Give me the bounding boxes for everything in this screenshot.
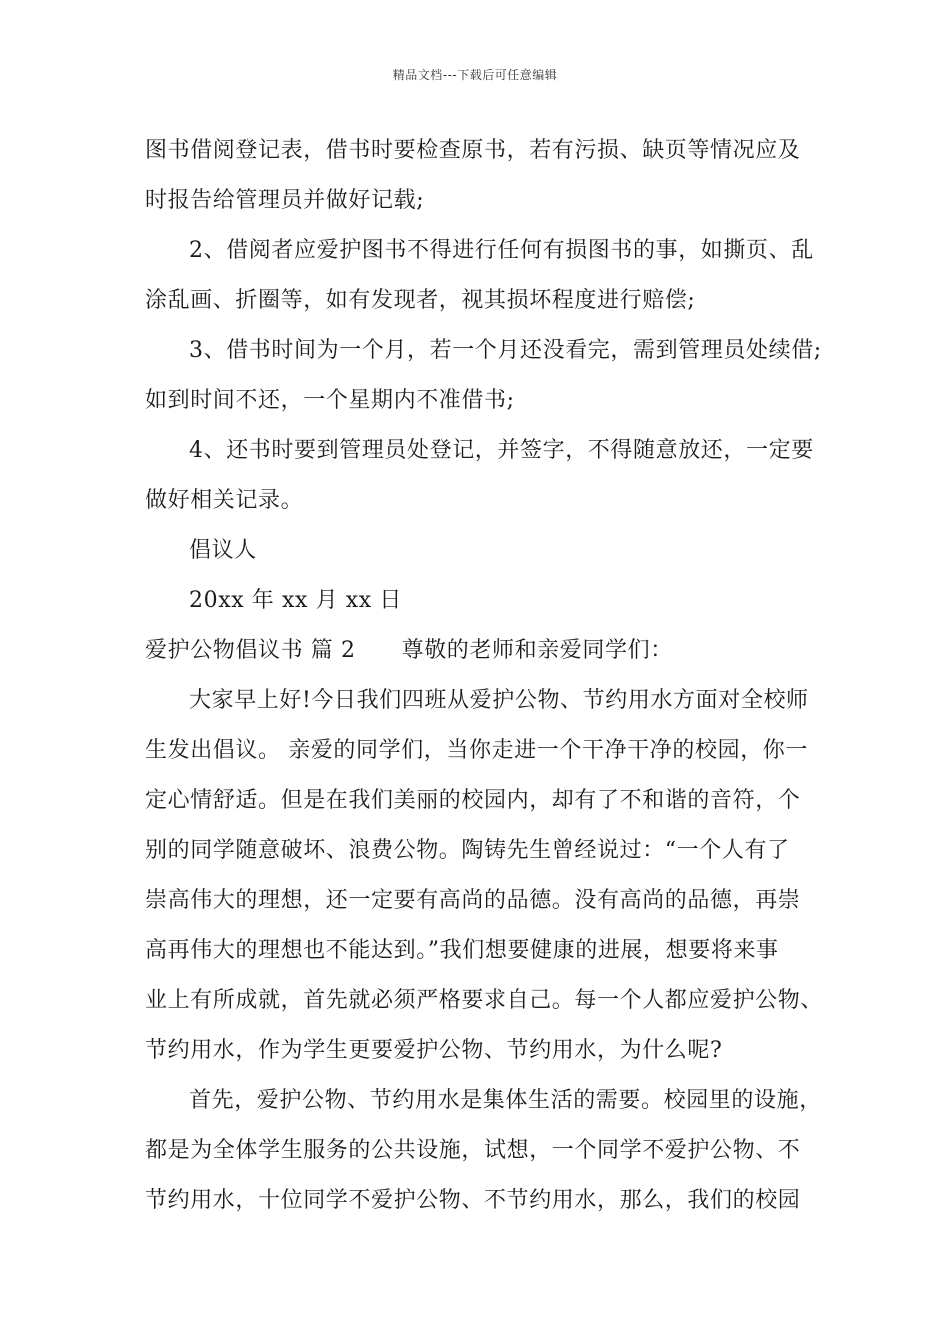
text-line: 节约用水，作为学生更要爱护公物、节约用水，为什么呢? (145, 1038, 723, 1063)
text-line: 做好相关记录。 (145, 488, 304, 513)
page-header: 精品文档---下载后可任意编辑 (392, 68, 558, 82)
text-line: 时报告给管理员并做好记载; (145, 188, 425, 213)
text-line: 2、借阅者应爱护图书不得进行任何有损图书的事，如撕页、乱 (189, 238, 814, 263)
section-heading (145, 626, 825, 676)
section-title: 爱护公物倡议书 篇 2 (145, 638, 356, 663)
document-body (145, 126, 825, 1226)
date-line: 20xx 年 xx 月 xx 日 (189, 588, 403, 613)
text-line: 4、还书时要到管理员处登记，并签字，不得随意放还，一定要 (189, 438, 814, 463)
text-line: 图书借阅登记表，借书时要检查原书，若有污损、缺页等情况应及 (145, 138, 801, 163)
section-greeting: 尊敬的老师和亲爱同学们： (401, 638, 673, 663)
text-line: 生发出倡议。 亲爱的同学们，当你走进一个干净干净的校园，你一 (145, 738, 808, 763)
text-line: 定心情舒适。但是在我们美丽的校园内，却有了不和谐的音符，个 (145, 788, 801, 813)
text-line: 涂乱画、折圈等，如有发现者，视其损坏程度进行赔偿; (145, 288, 696, 313)
text-line: 崇高伟大的理想，还一定要有高尚的品德。没有高尚的品德，再崇 (145, 888, 801, 913)
text-line: 3、借书时间为一个月，若一个月还没看完，需到管理员处续借; (189, 338, 822, 363)
text-line: 高再伟大的理想也不能达到。”我们想要健康的进展，想要将来事 (145, 938, 779, 963)
text-line: 都是为全体学生服务的公共设施，试想，一个同学不爱护公物、不 (145, 1138, 801, 1163)
signature-label: 倡议人 (189, 538, 257, 563)
text-line: 业上有所成就，首先就必须严格要求自己。每一个人都应爱护公物、 (145, 988, 824, 1013)
text-line: 如到时间不还，一个星期内不准借书; (145, 388, 515, 413)
text-line: 首先，爱护公物、节约用水是集体生活的需要。校园里的设施， (189, 1088, 822, 1113)
text-line: 大家早上好!今日我们四班从爱护公物、节约用水方面对全校师 (189, 688, 809, 713)
text-line: 别的同学随意破坏、浪费公物。陶铸先生曾经说过：“一个人有了 (145, 838, 790, 863)
text-line: 节约用水，十位同学不爱护公物、不节约用水，那么，我们的校园 (145, 1188, 801, 1213)
